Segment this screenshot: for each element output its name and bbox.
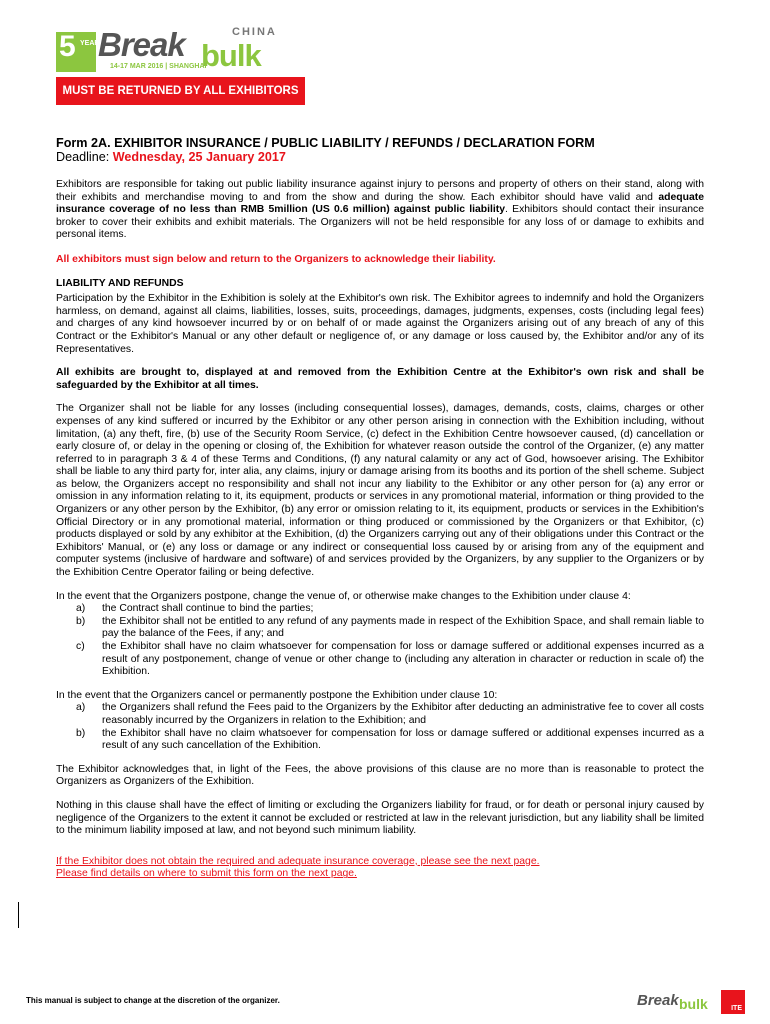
postpone-lead: In the event that the Organizers postpone, change the venue of, or otherwise make changes to the Exhibition under clause 4:	[56, 590, 631, 602]
list-text: the Exhibitor shall have no claim whatsoever for compensation for loss or damage suffered or additional expenses incurred as a result of any postponement, change of venue or other change to (including any alteration in character or reduction in scale of) the Exhibition.	[102, 641, 704, 678]
liability-paragraph-1: Participation by the Exhibitor in the Exhibition is solely at the Exhibitor's own risk. The Exhibitor agrees to indemnify and hold the Organizers harmless, on demand, against all claims, liabilities, losses, suits, proceedings, damages, judgments, expenses, costs (including legal fees) and charges of any kind howsoever incurred by or on behalf of or made against the Organizers arising out of any breach of any of this Contract or the Exhibitor's Manual or any other default or negligence of, or any damage or loss caused by, the Exhibitor and/or any of its Representatives.	[56, 293, 704, 355]
intro-paragraph	[56, 179, 704, 242]
list-item	[56, 616, 704, 641]
logo-number: 5	[59, 30, 76, 63]
submit-link[interactable]: Please find details on where to submit this form on the next page.	[56, 868, 357, 880]
footer-logo-bulk: bulk	[679, 996, 708, 1012]
liability-paragraph-3: The Organizer shall not be liable for any losses (including consequential losses), damages, demands, costs, claims, charges or other expenses of any kind suffered or incurred by the Exhibitor or any other person arising in connection with the Exhibition including, without limitation, (a) any theft, fire, (b) use of the Security Room Service, (c) defect in the Exhibition Centre howsoever caused, (d) cancellation or early closure of, or delay in the opening or closing of, the Exhibition for whatever reason outside the control of the Organizer, (e) any matter referred to in paragraph 3 & 4 of these Terms and Conditions, (f) any natural calamity or any act of God, howsoever arising. The Exhibitor shall be liable to any third party for, inter alia, any claims, injury or damage arising from its booths and its portion of the shell scheme. Subject as below, the Organizers accept no responsibility and shall not incur any liability to the Exhibitor or any other person for (a) any error or omission in any information relating to it, its equipment, products or services in any promotional material, information or thing provided to the Organizers or any other person by the Exhibitor, (b) any error or omission relating to it, its equipment, products or services in the Exhibition's Official Directory or in any promotional material, information or thing produced or commissioned by the Organizers or that Exhibitor, (c) products displayed or sold by any exhibitor at the Exhibition, (d) the Organizers carrying out any of their obligations under this Contract or the Exhibitors' Manual, or (e) any loss or damage or any indirect or consequential loss caused by or arising from any of the equipment and computer systems (inclusive of hardware and software) of and services provided by the Organizers, by any supplier to the Organizers or by the Exhibition Centre Operator failing or being defective.	[56, 403, 704, 579]
change-bar	[18, 902, 19, 928]
list-item	[56, 603, 704, 616]
deadline-label: Deadline:	[56, 150, 110, 164]
intro-part1: Exhibitors are responsible for taking out public liability insurance against injury to persons and property of others on their stand, along with their exhibits and merchandise moving to and from the show and during the show. Each exhibitor should have valid and	[56, 179, 704, 203]
list-marker: b)	[76, 615, 86, 627]
list-item	[56, 702, 704, 727]
logo-date-text: 14-17 MAR 2016 | SHANGHAI	[110, 63, 207, 70]
logo-years: YEARS	[80, 40, 105, 47]
form-content	[56, 136, 704, 881]
logo-break-text: Break	[98, 26, 185, 63]
intro-coverage-bold: adequate insurance coverage of no less than RMB 5million (US 0.6 million) against public liability	[56, 191, 704, 216]
list-item	[56, 728, 704, 753]
list-text: the Organizers shall refund the Fees paid to the Organizers by the Exhibitor after deducting an administrative fee to cover all costs reasonably incurred by the Organizers in relation to the Exhibition; and	[102, 702, 704, 726]
next-page-links	[56, 856, 704, 881]
ite-logo-text: ITE	[731, 1005, 742, 1012]
deadline	[56, 150, 704, 165]
list-marker: a)	[76, 603, 86, 615]
nothing-clause-paragraph: Nothing in this clause shall have the effect of limiting or excluding the Organizers liability for fraud, or for death or personal injury caused by negligence of the Organizers to the extent it cannot be excluded or restricted at law in the relevant jurisdiction, but any liability shall be limited to the minimum liability imposed at law, and not beyond such minimum liability.	[56, 799, 704, 837]
list-marker: c)	[76, 641, 85, 652]
return-banner: MUST BE RETURNED BY ALL EXHIBITORS	[56, 77, 305, 105]
deadline-date: Wednesday, 25 January 2017	[112, 150, 286, 164]
liability-paragraph-2: All exhibits are brought to, displayed at and removed from the Exhibition Centre at the Exhibitor's own risk and shall be safeguarded by the Exhibitor at all times.	[56, 367, 704, 391]
list-item	[56, 641, 704, 679]
form-title: Form 2A. EXHIBITOR INSURANCE / PUBLIC LIABILITY / REFUNDS / DECLARATION FORM	[56, 136, 595, 150]
logo-china-text: CHINA	[232, 26, 277, 38]
list-text: the Exhibitor shall have no claim whatsoever for compensation for loss or damage suffered or additional expenses incurred as a result of any such cancellation of the Exhibition.	[102, 727, 704, 752]
coverage-link[interactable]: If the Exhibitor does not obtain the required and adequate insurance coverage, please see the next page.	[56, 855, 540, 867]
footer-note: This manual is subject to change at the discretion of the organizer.	[26, 996, 280, 1005]
breakbulk-logo	[56, 26, 277, 74]
footer-logo	[637, 990, 749, 1016]
acknowledge-paragraph: The Exhibitor acknowledges that, in light of the Fees, the above provisions of this clause are no more than is reasonable to protect the Organizers as Organizers of the Exhibition.	[56, 763, 704, 788]
five-years-badge	[56, 30, 105, 72]
list-text: the Exhibitor shall not be entitled to any refund of any payments made in respect of the Exhibition Space, and shall remain liable to pay the balance of the Fees, if any; and	[102, 615, 704, 640]
logo-bulk-text: bulk	[201, 38, 261, 73]
footer-logo-break: Break	[637, 992, 679, 1009]
list-marker: b)	[76, 727, 86, 739]
list-marker: a)	[76, 702, 86, 714]
postpone-list	[56, 603, 704, 679]
intro-part3: . Exhibitors should contact their insurance broker to cover their exhibits and exhibit materials. The Organizers will not be held responsible for any loss of or damage to exhibits and personal items.	[56, 204, 704, 241]
ite-logo	[721, 990, 745, 1014]
cancel-lead: In the event that the Organizers cancel or permanently postpone the Exhibition under clause 10:	[56, 689, 498, 701]
sign-notice: All exhibitors must sign below and return to the Organizers to acknowledge their liability.	[56, 253, 496, 265]
cancel-list	[56, 702, 704, 752]
list-text: the Contract shall continue to bind the parties;	[102, 603, 314, 615]
liability-heading: LIABILITY AND REFUNDS	[56, 277, 184, 289]
